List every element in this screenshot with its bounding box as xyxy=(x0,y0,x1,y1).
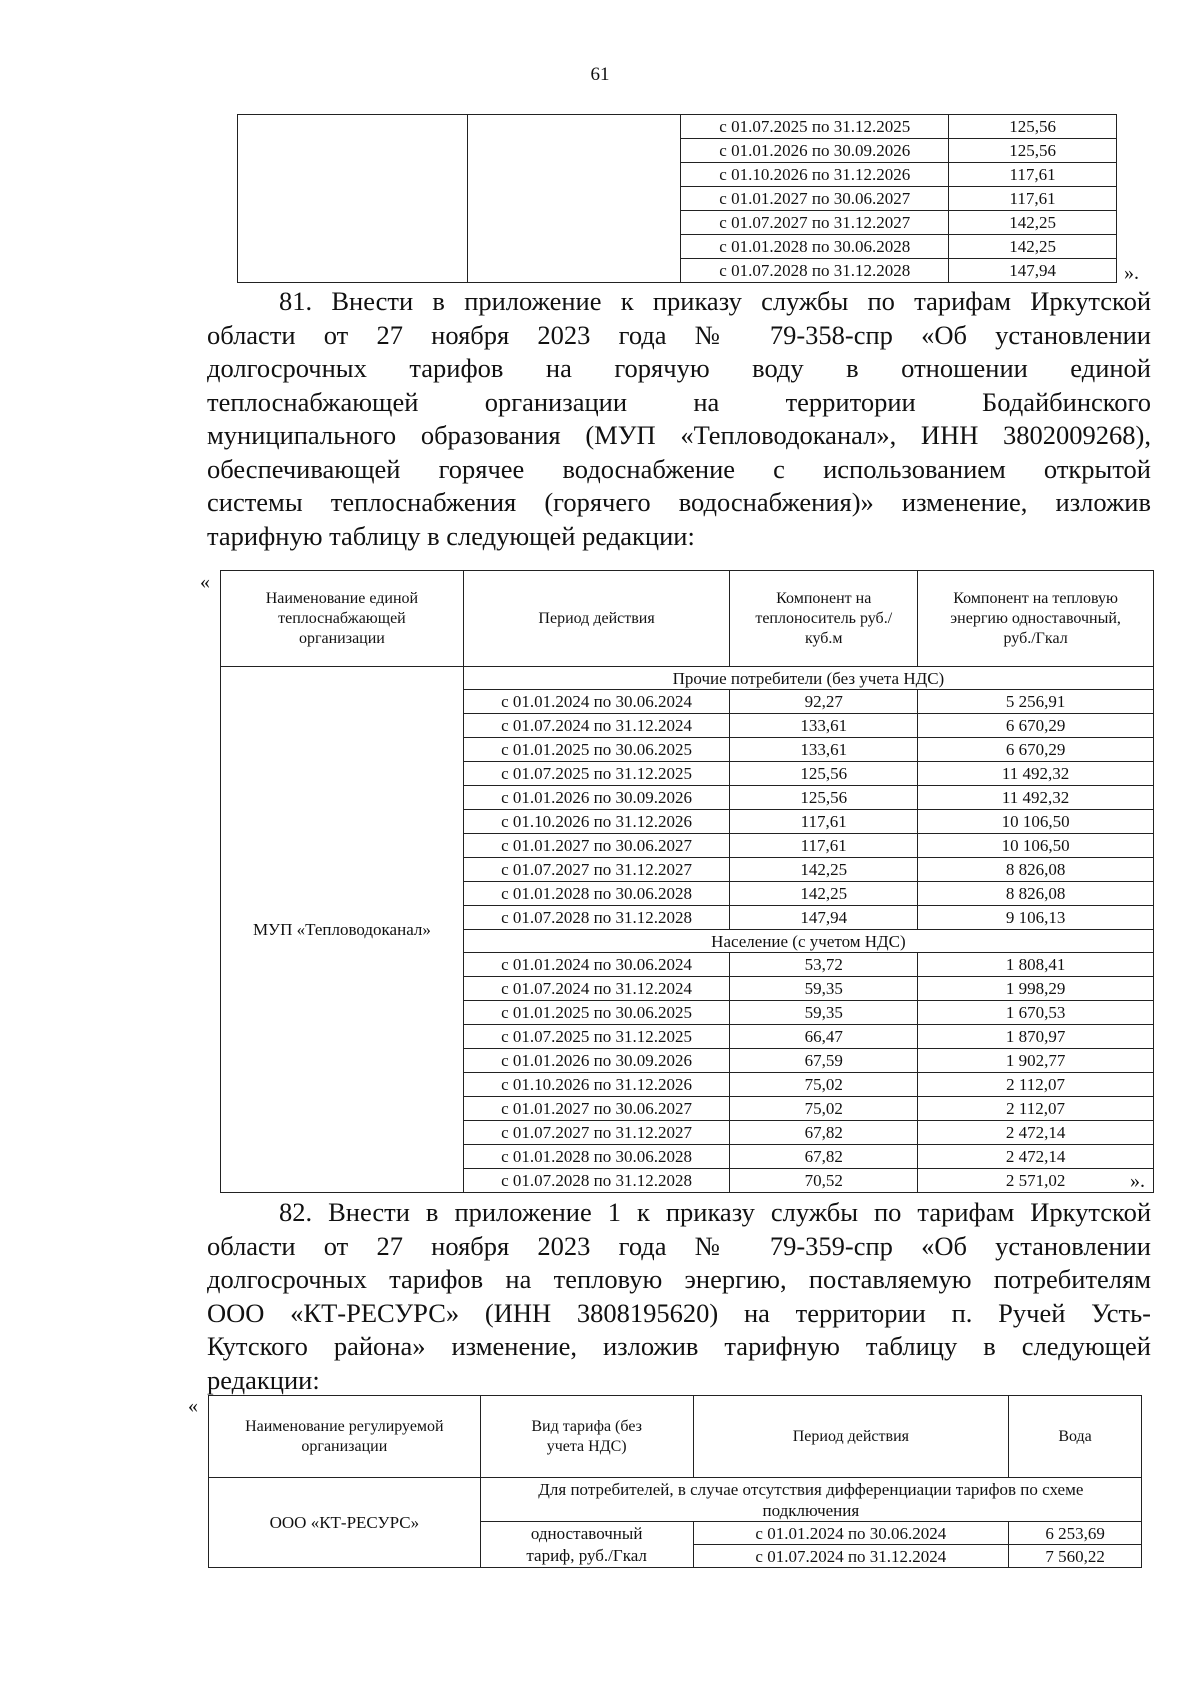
section-title: Население (с учетом НДС) xyxy=(463,930,1153,953)
period-cell: с 01.01.2024 по 30.06.2024 xyxy=(693,1522,1009,1545)
paragraph-line: тарифную таблицу в следующей редакции: xyxy=(207,520,695,551)
carrier-value-cell: 66,47 xyxy=(730,1025,918,1049)
energy-value-cell: 1 902,77 xyxy=(918,1049,1154,1073)
period-cell: с 01.07.2027 по 31.12.2027 xyxy=(463,1121,729,1145)
paragraph-82 xyxy=(207,1196,1151,1397)
energy-value-cell: 2 112,07 xyxy=(918,1073,1154,1097)
value-cell: 142,25 xyxy=(949,211,1117,235)
period-cell: с 01.01.2024 по 30.06.2024 xyxy=(463,690,729,714)
energy-value-cell: 11 492,32 xyxy=(918,762,1154,786)
table1-close-quote: ». xyxy=(1124,262,1139,284)
water-value-cell: 7 560,22 xyxy=(1009,1545,1142,1568)
period-cell: с 01.01.2027 по 30.06.2027 xyxy=(463,1097,729,1121)
period-cell: с 01.01.2025 по 30.06.2025 xyxy=(463,1001,729,1025)
period-cell: с 01.07.2027 по 31.12.2027 xyxy=(681,211,949,235)
value-cell: 125,56 xyxy=(949,115,1117,139)
org-name-cell: МУП «Тепловодоканал» xyxy=(221,667,464,1193)
carrier-value-cell: 142,25 xyxy=(730,858,918,882)
paragraph-line: ООО «КТ-РЕСУРС» (ИНН 3808195620) на территории п. Ручей Усть- xyxy=(207,1297,1151,1328)
paragraph-line: 82. Внести в приложение 1 к приказу службы по тарифам Иркутской xyxy=(279,1197,1151,1227)
header-period: Период действия xyxy=(693,1396,1009,1478)
header-water: Вода xyxy=(1009,1396,1142,1478)
period-cell: с 01.07.2027 по 31.12.2027 xyxy=(463,858,729,882)
period-cell: с 01.10.2026 по 31.12.2026 xyxy=(463,1073,729,1097)
energy-value-cell: 2 472,14 xyxy=(918,1121,1154,1145)
carrier-value-cell: 75,02 xyxy=(730,1073,918,1097)
energy-value-cell: 8 826,08 xyxy=(918,882,1154,906)
table-row xyxy=(238,115,1117,139)
section-title: Для потребителей, в случае отсутствия дифференциации тарифов по схеме подключения xyxy=(480,1478,1141,1522)
carrier-value-cell: 53,72 xyxy=(730,953,918,977)
energy-value-cell: 10 106,50 xyxy=(918,810,1154,834)
paragraph-line: муниципального образования (МУП «Тепловодоканал», ИНН 3802009268), xyxy=(207,420,1151,450)
tariff-type-cell: одноставочный тариф, руб./Гкал xyxy=(480,1522,693,1568)
carrier-value-cell: 59,35 xyxy=(730,977,918,1001)
period-cell: с 01.01.2028 по 30.06.2028 xyxy=(463,1145,729,1169)
carrier-value-cell: 70,52 xyxy=(730,1169,918,1193)
period-cell: с 01.10.2026 по 31.12.2026 xyxy=(463,810,729,834)
water-value-cell: 6 253,69 xyxy=(1009,1522,1142,1545)
paragraph-line: Кутского района» изменение, изложив тарифную таблицу в следующей xyxy=(207,1331,1151,1361)
energy-value-cell: 1 998,29 xyxy=(918,977,1154,1001)
period-cell: с 01.07.2028 по 31.12.2028 xyxy=(463,1169,729,1193)
carrier-value-cell: 125,56 xyxy=(730,786,918,810)
header-org: Наименование регулируемой организации xyxy=(209,1396,481,1478)
empty-org-cell xyxy=(238,115,468,283)
energy-value-cell: 1 670,53 xyxy=(918,1001,1154,1025)
paragraph-line: теплоснабжающей организации на территории Бодайбинского xyxy=(207,386,1151,417)
carrier-value-cell: 67,82 xyxy=(730,1121,918,1145)
period-cell: с 01.01.2026 по 30.09.2026 xyxy=(681,139,949,163)
header-energy: Компонент на тепловую энергию одноставочный, руб./Гкал xyxy=(918,571,1154,667)
value-cell: 125,56 xyxy=(949,139,1117,163)
value-cell: 147,94 xyxy=(949,259,1117,283)
period-cell: с 01.01.2028 по 30.06.2028 xyxy=(681,235,949,259)
value-cell: 142,25 xyxy=(949,235,1117,259)
carrier-value-cell: 133,61 xyxy=(730,714,918,738)
period-cell: с 01.01.2027 по 30.06.2027 xyxy=(463,834,729,858)
carrier-value-cell: 59,35 xyxy=(730,1001,918,1025)
period-cell: с 01.01.2025 по 30.06.2025 xyxy=(463,738,729,762)
energy-value-cell: 2 472,14 xyxy=(918,1145,1154,1169)
value-cell: 117,61 xyxy=(949,187,1117,211)
section-row xyxy=(221,667,1154,690)
carrier-value-cell: 117,61 xyxy=(730,810,918,834)
period-cell: с 01.07.2024 по 31.12.2024 xyxy=(463,977,729,1001)
org-name-cell: ООО «КТ-РЕСУРС» xyxy=(209,1478,481,1568)
period-cell: с 01.07.2024 по 31.12.2024 xyxy=(693,1545,1009,1568)
energy-value-cell: 6 670,29 xyxy=(918,738,1154,762)
energy-value-cell: 1 870,97 xyxy=(918,1025,1154,1049)
carrier-value-cell: 147,94 xyxy=(730,906,918,930)
empty-carrier-cell xyxy=(467,115,681,283)
header-period: Период действия xyxy=(463,571,729,667)
carrier-value-cell: 92,27 xyxy=(730,690,918,714)
period-cell: с 01.01.2026 по 30.09.2026 xyxy=(463,786,729,810)
page-number: 61 xyxy=(590,64,610,85)
energy-value-cell: 6 670,29 xyxy=(918,714,1154,738)
energy-value-cell: 10 106,50 xyxy=(918,834,1154,858)
header-carrier: Компонент на теплоноситель руб./куб.м xyxy=(730,571,918,667)
paragraph-81 xyxy=(207,285,1151,553)
period-cell: с 01.10.2026 по 31.12.2026 xyxy=(681,163,949,187)
energy-value-cell: 8 826,08 xyxy=(918,858,1154,882)
table2-open-quote: « xyxy=(200,571,210,593)
header-org: Наименование единой теплоснабжающей организации xyxy=(221,571,464,667)
carrier-value-cell: 125,56 xyxy=(730,762,918,786)
paragraph-line: обеспечивающей горячее водоснабжение с использованием открытой xyxy=(207,453,1151,484)
carrier-value-cell: 67,59 xyxy=(730,1049,918,1073)
period-cell: с 01.01.2026 по 30.09.2026 xyxy=(463,1049,729,1073)
heat-energy-tariff-table xyxy=(208,1395,1142,1568)
period-cell: с 01.01.2027 по 30.06.2027 xyxy=(681,187,949,211)
paragraph-line: области от 27 ноября 2023 года № 79-359-спр «Об установлении xyxy=(207,1230,1151,1261)
period-cell: с 01.07.2028 по 31.12.2028 xyxy=(463,906,729,930)
table2-close-quote: ». xyxy=(1130,1170,1145,1192)
tariff-table-continuation xyxy=(237,114,1117,283)
paragraph-line: 81. Внести в приложение к приказу службы по тарифам Иркутской xyxy=(279,286,1151,316)
hot-water-tariff-table xyxy=(220,570,1154,1193)
carrier-value-cell: 75,02 xyxy=(730,1097,918,1121)
energy-value-cell: 5 256,91 xyxy=(918,690,1154,714)
period-cell: с 01.07.2028 по 31.12.2028 xyxy=(681,259,949,283)
period-cell: с 01.07.2025 по 31.12.2025 xyxy=(681,115,949,139)
energy-value-cell: 11 492,32 xyxy=(918,786,1154,810)
period-cell: с 01.07.2024 по 31.12.2024 xyxy=(463,714,729,738)
paragraph-line: области от 27 ноября 2023 года № 79-358-спр «Об установлении xyxy=(207,319,1151,350)
carrier-value-cell: 117,61 xyxy=(730,834,918,858)
table3-open-quote: « xyxy=(188,1395,198,1417)
paragraph-line: долгосрочных тарифов на горячую воду в отношении единой xyxy=(207,353,1151,383)
paragraph-line: редакции: xyxy=(207,1364,320,1395)
header-tariff: Вид тарифа (без учета НДС) xyxy=(480,1396,693,1478)
period-cell: с 01.07.2025 по 31.12.2025 xyxy=(463,762,729,786)
carrier-value-cell: 142,25 xyxy=(730,882,918,906)
section-title: Прочие потребители (без учета НДС) xyxy=(463,667,1153,690)
carrier-value-cell: 67,82 xyxy=(730,1145,918,1169)
period-cell: с 01.07.2025 по 31.12.2025 xyxy=(463,1025,729,1049)
carrier-value-cell: 133,61 xyxy=(730,738,918,762)
period-cell: с 01.01.2028 по 30.06.2028 xyxy=(463,882,729,906)
energy-value-cell: 1 808,41 xyxy=(918,953,1154,977)
period-cell: с 01.01.2024 по 30.06.2024 xyxy=(463,953,729,977)
energy-value-cell: 2 112,07 xyxy=(918,1097,1154,1121)
energy-value-cell: 2 571,02 xyxy=(918,1169,1154,1193)
paragraph-line: системы теплоснабжения (горячего водоснабжения)» изменение, изложив xyxy=(207,487,1151,517)
value-cell: 117,61 xyxy=(949,163,1117,187)
paragraph-line: долгосрочных тарифов на тепловую энергию, поставляемую потребителям xyxy=(207,1264,1151,1294)
energy-value-cell: 9 106,13 xyxy=(918,906,1154,930)
